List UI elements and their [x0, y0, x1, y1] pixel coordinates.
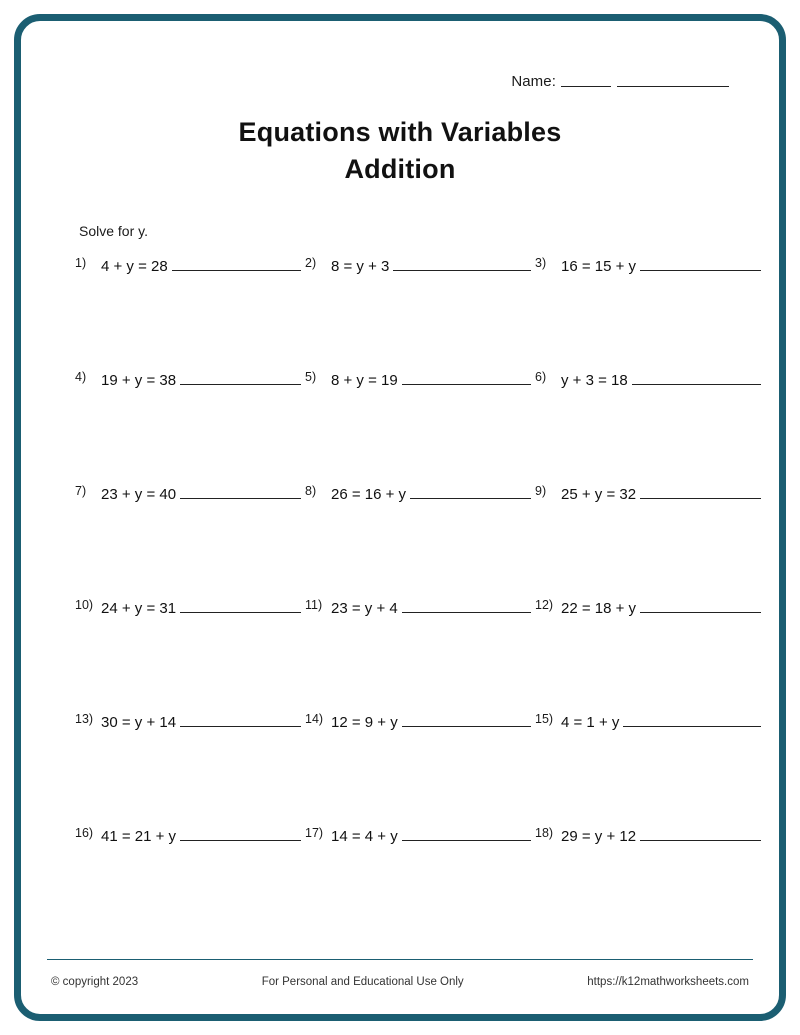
- name-blank-short[interactable]: [561, 74, 611, 87]
- instruction-text: Solve for y.: [79, 222, 148, 239]
- problem-number: 11): [305, 597, 323, 612]
- page-footer: [51, 976, 749, 988]
- problem-item: [75, 253, 305, 367]
- answer-blank[interactable]: [410, 481, 531, 499]
- problem-equation: 19 + y = 38: [101, 371, 177, 389]
- problem-number: 1): [75, 255, 87, 270]
- problem-number: 7): [75, 483, 87, 498]
- answer-blank[interactable]: [402, 709, 531, 727]
- answer-blank[interactable]: [402, 367, 531, 385]
- problem-equation: 30 = y + 14: [101, 713, 177, 731]
- title-line-2: Addition: [344, 154, 456, 185]
- problem-number: 13): [75, 711, 94, 726]
- answer-blank[interactable]: [640, 481, 761, 499]
- problem-number: 2): [305, 255, 317, 270]
- problem-item: [535, 253, 765, 367]
- problem-equation: 26 = 16 + y: [331, 485, 407, 503]
- title-line-1: Equations with Variables: [238, 117, 562, 147]
- problem-row: [75, 823, 765, 937]
- problem-equation: y + 3 = 18: [561, 371, 628, 389]
- footer-copyright: © copyright 2023: [51, 976, 139, 988]
- problem-equation: 23 + y = 40: [101, 485, 177, 503]
- answer-blank[interactable]: [402, 823, 531, 841]
- answer-blank[interactable]: [632, 367, 761, 385]
- problem-item: [305, 253, 535, 367]
- problem-row: [75, 253, 765, 367]
- problem-number: 8): [305, 483, 317, 498]
- answer-blank[interactable]: [393, 253, 531, 271]
- problem-row: [75, 709, 765, 823]
- problem-number: 16): [75, 825, 94, 840]
- name-blank-long[interactable]: [617, 74, 729, 87]
- problem-row: [75, 367, 765, 481]
- page-title: [63, 114, 737, 189]
- problem-item: [75, 481, 305, 595]
- problem-number: 18): [535, 825, 554, 840]
- answer-blank[interactable]: [180, 481, 301, 499]
- problem-row: [75, 595, 765, 709]
- problem-item: [75, 367, 305, 481]
- answer-blank[interactable]: [180, 595, 301, 613]
- problem-equation: 4 = 1 + y: [561, 713, 620, 731]
- footer-url[interactable]: https://k12mathworksheets.com: [587, 976, 749, 988]
- answer-blank[interactable]: [402, 595, 531, 613]
- problem-equation: 22 = 18 + y: [561, 599, 637, 617]
- problem-number: 10): [75, 597, 94, 612]
- answer-blank[interactable]: [172, 253, 301, 271]
- problem-number: 15): [535, 711, 554, 726]
- problem-item: [75, 709, 305, 823]
- answer-blank[interactable]: [640, 595, 761, 613]
- answer-blank[interactable]: [640, 253, 761, 271]
- problem-item: [305, 595, 535, 709]
- problem-equation: 23 = y + 4: [331, 599, 398, 617]
- problem-number: 14): [305, 711, 324, 726]
- problem-number: 12): [535, 597, 554, 612]
- problem-item: [75, 823, 305, 937]
- problem-item: [305, 823, 535, 937]
- problem-item: [535, 823, 765, 937]
- problem-item: [305, 367, 535, 481]
- problem-equation: 12 = 9 + y: [331, 713, 398, 731]
- problem-number: 5): [305, 369, 317, 384]
- problem-number: 17): [305, 825, 324, 840]
- footer-divider: [47, 959, 753, 960]
- problem-equation: 4 + y = 28: [101, 257, 168, 275]
- problem-number: 3): [535, 255, 547, 270]
- problem-item: [75, 595, 305, 709]
- footer-usage-note: For Personal and Educational Use Only: [261, 976, 464, 988]
- problem-equation: 24 + y = 31: [101, 599, 177, 617]
- name-label: Name:: [511, 73, 556, 90]
- problem-item: [535, 481, 765, 595]
- problem-equation: 16 = 15 + y: [561, 257, 637, 275]
- answer-blank[interactable]: [180, 367, 301, 385]
- answer-blank[interactable]: [180, 823, 301, 841]
- problem-equation: 8 = y + 3: [331, 257, 390, 275]
- problem-item: [535, 367, 765, 481]
- problem-item: [305, 709, 535, 823]
- problem-equation: 29 = y + 12: [561, 827, 637, 845]
- problem-number: 4): [75, 369, 87, 384]
- answer-blank[interactable]: [640, 823, 761, 841]
- worksheet-border: [14, 14, 786, 1021]
- answer-blank[interactable]: [623, 709, 761, 727]
- problem-number: 9): [535, 483, 547, 498]
- problem-grid: [75, 253, 765, 937]
- problem-equation: 8 + y = 19: [331, 371, 398, 389]
- problem-equation: 14 = 4 + y: [331, 827, 398, 845]
- problem-equation: 25 + y = 32: [561, 485, 637, 503]
- problem-item: [305, 481, 535, 595]
- name-field-row: [63, 73, 737, 90]
- problem-item: [535, 709, 765, 823]
- problem-number: 6): [535, 369, 547, 384]
- answer-blank[interactable]: [180, 709, 301, 727]
- problem-equation: 41 = 21 + y: [101, 827, 177, 845]
- problem-row: [75, 481, 765, 595]
- problem-item: [535, 595, 765, 709]
